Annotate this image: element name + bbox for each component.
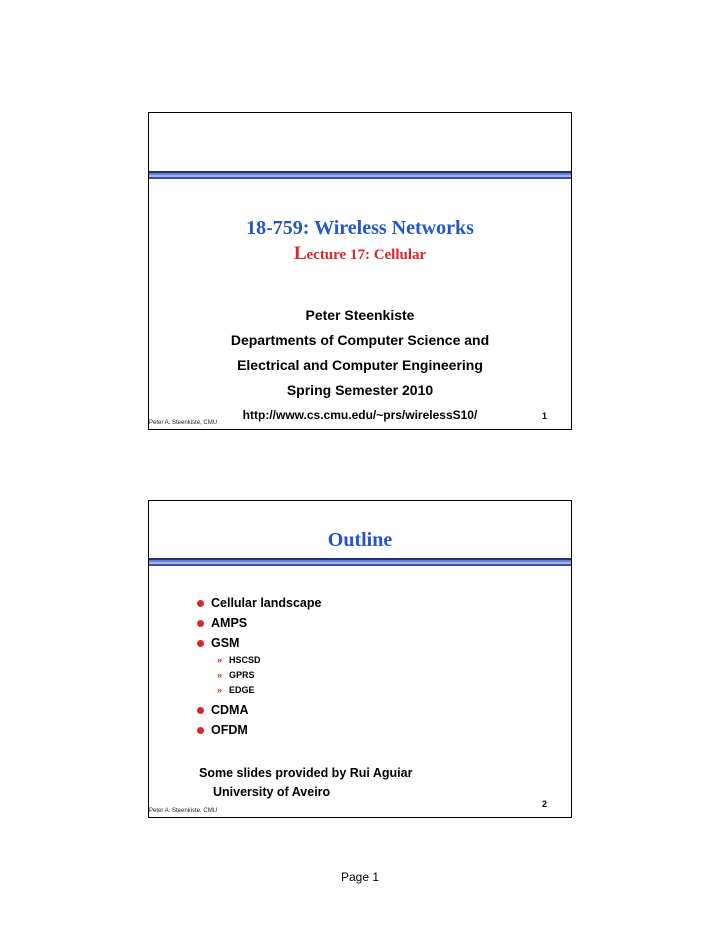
list-item: OFDM <box>197 720 321 740</box>
bullet-dot-icon <box>197 620 204 627</box>
header-stripe <box>149 171 571 179</box>
list-item: » GPRS <box>217 668 321 683</box>
slide-1 <box>148 112 572 430</box>
bullet-dot-icon <box>197 707 204 714</box>
credit-line-2: University of Aveiro <box>213 785 331 799</box>
credit-line-1: Some slides provided by Rui Aguiar <box>199 766 413 780</box>
slide-2 <box>148 500 572 818</box>
slide-subtitle <box>149 243 571 265</box>
course-url: http://www.cs.cmu.edu/~prs/wirelessS10/ <box>242 408 478 422</box>
slide-title: Outline <box>327 529 393 551</box>
list-item: GSM » HSCSD » GPRS » EDGE <box>197 633 321 700</box>
author-name: Peter Steenkiste <box>305 307 415 323</box>
bullet-dot-icon <box>197 640 204 647</box>
department-line-2: Electrical and Computer Engineering <box>237 357 483 373</box>
slide-number: 2 <box>541 799 547 809</box>
department-line-1: Departments of Computer Science and <box>230 332 490 348</box>
list-item: » HSCSD <box>217 653 321 668</box>
slide-footer: Peter A. Steenkiste, CMU <box>149 420 218 426</box>
chevron-right-icon: » <box>217 655 223 665</box>
subtitle-initial: L <box>293 243 307 264</box>
author-block <box>149 303 571 428</box>
subtitle-text: ecture 17: Cellular <box>306 247 427 263</box>
gsm-sublist <box>211 653 321 700</box>
list-item: CDMA <box>197 700 321 720</box>
slide-number: 1 <box>541 411 547 421</box>
bullet-dot-icon <box>197 600 204 607</box>
outline-list <box>197 593 321 740</box>
chevron-right-icon: » <box>217 685 223 695</box>
header-stripe <box>149 558 571 566</box>
semester: Spring Semester 2010 <box>286 382 434 398</box>
slide-title: 18-759: Wireless Networks <box>246 217 474 239</box>
list-item: Cellular landscape <box>197 593 321 613</box>
list-item: » EDGE <box>217 683 321 698</box>
chevron-right-icon: » <box>217 670 223 680</box>
page-footer: Page 1 <box>340 870 380 884</box>
slide-footer: Peter A. Steenkiste, CMU <box>149 808 218 814</box>
list-item: AMPS <box>197 613 321 633</box>
bullet-dot-icon <box>197 727 204 734</box>
